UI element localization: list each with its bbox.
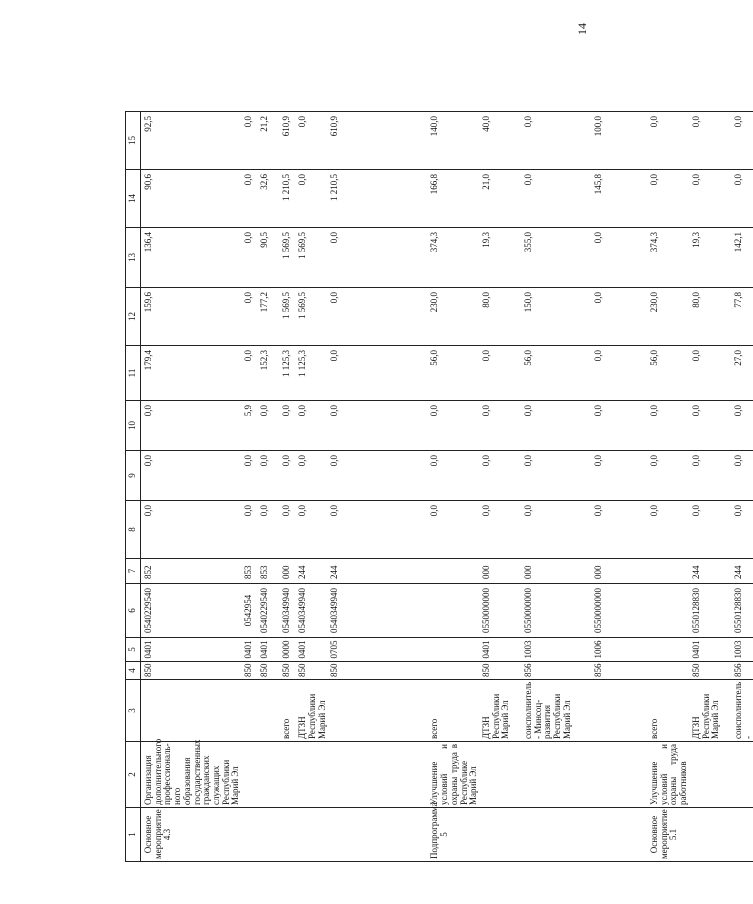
spacer-cell [635, 346, 647, 401]
value-cell: 0,0 [327, 401, 415, 451]
table-row [689, 112, 731, 862]
value-cell: 145,8 [591, 170, 635, 228]
value-cell: 0,0 [427, 451, 479, 501]
header-cell: 9 [126, 451, 141, 501]
header-cell: 6 [126, 584, 141, 638]
value-cell: 0,0 [141, 451, 242, 501]
spacer-cell [415, 451, 427, 501]
value-cell: 0,0 [731, 170, 753, 228]
cell-c6 [647, 584, 689, 638]
cell-c4 [647, 662, 689, 680]
cell-c6: 0540229540 [141, 584, 242, 638]
cell-c3: ДТЗН Республики Марий Эл [295, 680, 327, 742]
cell-c1: Подпрограмма 5 [427, 808, 479, 862]
value-cell: 80,0 [689, 288, 731, 346]
cell-c5: 0401 [479, 638, 521, 662]
value-cell: 230,0 [647, 288, 689, 346]
cell-c3 [141, 680, 242, 742]
value-cell: 152,3 [257, 346, 279, 401]
value-cell: 0,0 [647, 112, 689, 170]
cell-c1: Основное мероприятие 4.3 [141, 808, 242, 862]
cell-c3 [241, 680, 257, 742]
cell-c2: Улучшение условий и охраны труда работников [647, 742, 689, 808]
spacer-cell [415, 288, 427, 346]
spacer-cell [635, 584, 647, 638]
spacer-cell [415, 584, 427, 638]
header-cell: 5 [126, 638, 141, 662]
page-number: 14 [575, 23, 589, 35]
value-cell: 1 569,5 [279, 288, 295, 346]
spacer-cell [415, 346, 427, 401]
spacer-cell [415, 401, 427, 451]
table-row [257, 112, 279, 862]
value-cell: 5,9 [241, 401, 257, 451]
cell-c6: 0550000000 [591, 584, 635, 638]
spacer-cell [415, 112, 427, 170]
value-cell: 0,0 [279, 501, 295, 559]
value-cell: 32,6 [257, 170, 279, 228]
table-row [427, 112, 479, 862]
cell-c7: 244 [295, 559, 327, 584]
header-cell: 2 [126, 742, 141, 808]
value-cell: 0,0 [257, 401, 279, 451]
cell-c7: 000 [521, 559, 591, 584]
spacer-cell [635, 451, 647, 501]
spacer-cell [635, 638, 647, 662]
cell-c6: 0550000000 [479, 584, 521, 638]
cell-c7: 853 [241, 559, 257, 584]
cell-c6: 0550128830 [731, 584, 753, 638]
cell-c6: 0540349940 [295, 584, 327, 638]
value-cell: 0,0 [689, 401, 731, 451]
value-cell: 1 210,5 [279, 170, 295, 228]
cell-c7: 853 [257, 559, 279, 584]
header-cell: 8 [126, 501, 141, 559]
cell-c2 [241, 742, 257, 808]
table-row [731, 112, 753, 862]
cell-c4: 850 [689, 662, 731, 680]
cell-c2 [689, 742, 731, 808]
cell-c1 [279, 808, 295, 862]
cell-c1 [295, 808, 327, 862]
header-cell: 3 [126, 680, 141, 742]
cell-c3: ДТЗН Республики Марий Эл [479, 680, 521, 742]
cell-c6 [427, 584, 479, 638]
cell-c5 [427, 638, 479, 662]
value-cell: 40,0 [479, 112, 521, 170]
value-cell: 230,0 [427, 288, 479, 346]
table-row [647, 112, 689, 862]
value-cell: 0,0 [521, 451, 591, 501]
value-cell: 0,0 [689, 170, 731, 228]
value-cell: 374,3 [647, 228, 689, 288]
cell-c3: соисполнитель - [731, 680, 753, 742]
cell-c2 [279, 742, 295, 808]
cell-c1 [689, 808, 731, 862]
value-cell: 0,0 [689, 346, 731, 401]
value-cell: 0,0 [689, 501, 731, 559]
cell-c2 [479, 742, 521, 808]
value-cell: 77,8 [731, 288, 753, 346]
value-cell: 80,0 [479, 288, 521, 346]
spacer-cell [635, 680, 647, 742]
value-cell: 1 125,3 [279, 346, 295, 401]
value-cell: 0,0 [241, 288, 257, 346]
cell-c3 [257, 680, 279, 742]
table-row [521, 112, 591, 862]
header-cell: 13 [126, 228, 141, 288]
cell-c5: 0705 [327, 638, 415, 662]
cell-c7: 000 [591, 559, 635, 584]
cell-c1 [257, 808, 279, 862]
cell-c1 [591, 808, 635, 862]
spacer-cell [415, 662, 427, 680]
cell-c1: Основное мероприятие 5.1 [647, 808, 689, 862]
value-cell: 1 569,5 [295, 228, 327, 288]
spacer-cell [635, 742, 647, 808]
cell-c3: всего [647, 680, 689, 742]
value-cell: 166,8 [427, 170, 479, 228]
header-cell: 15 [126, 112, 141, 170]
value-cell: 0,0 [647, 170, 689, 228]
cell-c2: Организация дополнительного профессиональ-ного образования государственных гражданских служащих Республики Марий Эл [141, 742, 242, 808]
value-cell: 19,3 [689, 228, 731, 288]
spacer-cell [415, 742, 427, 808]
cell-c7: 244 [689, 559, 731, 584]
value-cell: 0,0 [647, 401, 689, 451]
spacer-cell [635, 288, 647, 346]
value-cell: 0,0 [279, 451, 295, 501]
cell-c2 [591, 742, 635, 808]
cell-c6: 0540349940 [279, 584, 295, 638]
cell-c5: 0401 [689, 638, 731, 662]
value-cell: 56,0 [647, 346, 689, 401]
cell-c7: 852 [141, 559, 242, 584]
value-cell: 1 125,3 [295, 346, 327, 401]
cell-c7: 244 [731, 559, 753, 584]
value-cell: 0,0 [689, 451, 731, 501]
value-cell: 19,3 [479, 228, 521, 288]
value-cell: 610,9 [279, 112, 295, 170]
header-cell: 10 [126, 401, 141, 451]
value-cell: 374,3 [427, 228, 479, 288]
table-row [241, 112, 257, 862]
value-cell: 0,0 [479, 401, 521, 451]
cell-c6: 0542954 [241, 584, 257, 638]
cell-c1 [479, 808, 521, 862]
value-cell: 150,0 [521, 288, 591, 346]
cell-c2 [731, 742, 753, 808]
value-cell: 0,0 [327, 346, 415, 401]
header-cell: 1 [126, 808, 141, 862]
cell-c7 [647, 559, 689, 584]
value-cell: 0,0 [647, 451, 689, 501]
value-cell: 0,0 [479, 346, 521, 401]
value-cell: 0,0 [295, 451, 327, 501]
value-cell: 0,0 [327, 228, 415, 288]
cell-c4: 850 [257, 662, 279, 680]
value-cell: 0,0 [295, 401, 327, 451]
cell-c7: 000 [479, 559, 521, 584]
cell-c7 [427, 559, 479, 584]
spacer-cell [635, 170, 647, 228]
table-body [141, 112, 753, 862]
value-cell: 0,0 [479, 501, 521, 559]
value-cell: 27,0 [731, 346, 753, 401]
cell-c4: 856 [591, 662, 635, 680]
value-cell: 0,0 [591, 501, 635, 559]
value-cell: 0,0 [731, 401, 753, 451]
value-cell: 142,1 [731, 228, 753, 288]
value-cell: 0,0 [257, 501, 279, 559]
value-cell: 0,0 [591, 288, 635, 346]
cell-c4: 856 [731, 662, 753, 680]
value-cell: 0,0 [591, 451, 635, 501]
cell-c6: 0550000000 [521, 584, 591, 638]
cell-c1 [241, 808, 257, 862]
cell-c1 [731, 808, 753, 862]
cell-c5: 0401 [141, 638, 242, 662]
value-cell: 0,0 [241, 346, 257, 401]
value-cell: 0,0 [427, 501, 479, 559]
value-cell: 0,0 [521, 112, 591, 170]
value-cell: 0,0 [731, 112, 753, 170]
table-row [479, 112, 521, 862]
cell-c2 [521, 742, 591, 808]
cell-c6: 0540229540 [257, 584, 279, 638]
table-row [327, 112, 415, 862]
spacer-cell [415, 559, 427, 584]
header-cell: 14 [126, 170, 141, 228]
value-cell: 355,0 [521, 228, 591, 288]
value-cell: 56,0 [521, 346, 591, 401]
cell-c3 [591, 680, 635, 742]
spacer-cell [635, 501, 647, 559]
spacer-cell [635, 112, 647, 170]
table-row [279, 112, 295, 862]
table-row [591, 112, 635, 862]
value-cell: 0,0 [141, 501, 242, 559]
value-cell: 0,0 [521, 170, 591, 228]
cell-c2 [257, 742, 279, 808]
cell-c1 [521, 808, 591, 862]
spacer-cell [415, 638, 427, 662]
cell-c3: соисполнитель - Минсоц-развития Республики Марий Эл [521, 680, 591, 742]
value-cell: 0,0 [731, 501, 753, 559]
cell-c4 [427, 662, 479, 680]
table-row [295, 112, 327, 862]
cell-c4: 850 [141, 662, 242, 680]
cell-c5: 1003 [521, 638, 591, 662]
value-cell: 0,0 [241, 451, 257, 501]
value-cell: 140,0 [427, 112, 479, 170]
value-cell: 0,0 [591, 401, 635, 451]
value-cell: 0,0 [295, 112, 327, 170]
value-cell: 0,0 [521, 401, 591, 451]
cell-c1 [327, 808, 415, 862]
cell-c4: 850 [279, 662, 295, 680]
spacer-cell [415, 228, 427, 288]
spacer-row [415, 112, 427, 862]
cell-c7: 244 [327, 559, 415, 584]
header-cell: 11 [126, 346, 141, 401]
value-cell: 177,2 [257, 288, 279, 346]
cell-c5: 0401 [295, 638, 327, 662]
cell-c5: 0401 [257, 638, 279, 662]
value-cell: 0,0 [479, 451, 521, 501]
value-cell: 0,0 [241, 170, 257, 228]
value-cell: 1 210,5 [327, 170, 415, 228]
value-cell: 0,0 [257, 451, 279, 501]
spacer-row [635, 112, 647, 862]
spacer-cell [415, 808, 427, 862]
cell-c6: 0540349940 [327, 584, 415, 638]
value-cell: 92,5 [141, 112, 242, 170]
value-cell: 0,0 [241, 228, 257, 288]
spacer-cell [635, 559, 647, 584]
value-cell: 100,0 [591, 112, 635, 170]
cell-c4: 850 [327, 662, 415, 680]
value-cell: 90,6 [141, 170, 242, 228]
value-cell: 0,0 [327, 501, 415, 559]
cell-c3: ДТЗН Республики Марий Эл [689, 680, 731, 742]
value-cell: 179,4 [141, 346, 242, 401]
cell-c5 [647, 638, 689, 662]
value-cell: 21,2 [257, 112, 279, 170]
spacer-cell [415, 680, 427, 742]
spacer-cell [415, 501, 427, 559]
value-cell: 0,0 [327, 451, 415, 501]
cell-c4: 850 [295, 662, 327, 680]
value-cell: 136,4 [141, 228, 242, 288]
value-cell: 0,0 [295, 170, 327, 228]
cell-c5: 0000 [279, 638, 295, 662]
value-cell: 0,0 [427, 401, 479, 451]
spacer-cell [635, 228, 647, 288]
spacer-cell [635, 401, 647, 451]
header-cell: 4 [126, 662, 141, 680]
value-cell: 56,0 [427, 346, 479, 401]
value-cell: 1 569,5 [279, 228, 295, 288]
value-cell: 610,9 [327, 112, 415, 170]
cell-c4: 850 [479, 662, 521, 680]
value-cell: 0,0 [141, 401, 242, 451]
cell-c3: всего [279, 680, 295, 742]
cell-c3 [327, 680, 415, 742]
cell-c4: 856 [521, 662, 591, 680]
value-cell: 0,0 [295, 501, 327, 559]
value-cell: 90,5 [257, 228, 279, 288]
value-cell: 0,0 [591, 346, 635, 401]
header-cell: 12 [126, 288, 141, 346]
cell-c2 [327, 742, 415, 808]
value-cell: 0,0 [327, 288, 415, 346]
cell-c3: всего [427, 680, 479, 742]
rotated-page-content [125, 112, 753, 862]
cell-c6: 0550128830 [689, 584, 731, 638]
value-cell: 159,6 [141, 288, 242, 346]
value-cell: 0,0 [521, 501, 591, 559]
value-cell: 0,0 [647, 501, 689, 559]
value-cell: 0,0 [241, 112, 257, 170]
value-cell: 0,0 [279, 401, 295, 451]
header-cell: 7 [126, 559, 141, 584]
cell-c5: 1006 [591, 638, 635, 662]
cell-c5: 0401 [241, 638, 257, 662]
cell-c4: 850 [241, 662, 257, 680]
cell-c2 [295, 742, 327, 808]
value-cell: 21,0 [479, 170, 521, 228]
value-cell: 0,0 [241, 501, 257, 559]
spacer-cell [415, 170, 427, 228]
cell-c2: Улучшение условий и охраны труда в Республике Марий Эл [427, 742, 479, 808]
header-row [126, 112, 141, 862]
value-cell: 0,0 [731, 451, 753, 501]
value-cell: 0,0 [689, 112, 731, 170]
spacer-cell [635, 808, 647, 862]
table-row [141, 112, 242, 862]
budget-table [125, 111, 753, 862]
spacer-cell [635, 662, 647, 680]
value-cell: 1 569,5 [295, 288, 327, 346]
cell-c7: 000 [279, 559, 295, 584]
value-cell: 0,0 [591, 228, 635, 288]
cell-c5: 1003 [731, 638, 753, 662]
